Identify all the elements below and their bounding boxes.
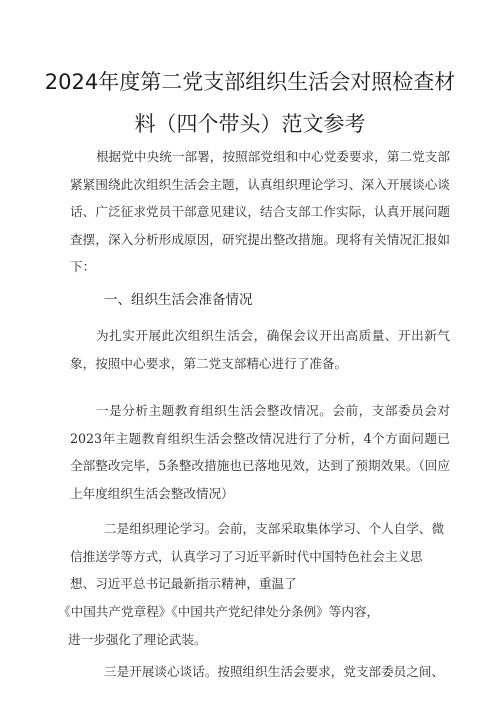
paragraph-study-line: 信推送学等方式，认真学习了习近平新时代中国特色社会主义思 (70, 549, 423, 564)
paragraph-study-line: 进一步强化了理论武装。 (68, 632, 207, 647)
document-title-line-2: 料（四个带头）范文参考 (134, 112, 366, 136)
paragraph-preparation: 为扎实开展此次组织生活会，确保会议开出高质量、开出新气象，按照中心要求，第二党支部精心进行了准备。 (70, 328, 450, 371)
paragraph-study-line: 想、习近平总书记最新指示精神，重温了 (70, 576, 297, 591)
paragraph-study-line: 《中国共产党章程》《中国共产党纪律处分条例》等内容， (58, 604, 380, 619)
paragraph-study-line: 二是组织理论学习。会前，支部采取集体学习、个人自学、微 (104, 521, 445, 536)
document-title-line-1: 2024年度第二党支部组织生活会对照检查材 (44, 70, 456, 94)
intro-paragraph: 根据党中央统一部署，按照部党组和中心党委要求，第二党支部紧紧围绕此次组织生活会主题，认真组织理论学习、深入开展谈心谈话、广泛征求党员干部意见建议，结合支部工作实际，认真开展问题查摆，深入分析形成原因，研究提出整改措施。现将有关情况汇报如下： (70, 149, 450, 274)
paragraph-rectification: 一是分析主题教育组织生活会整改情况。会前，支部委员会对2023年主题教育组织生活会整改情况进行了分析，4个方面问题已全部整改完毕，5条整改措施也已落地见效，达到了预期效果。（回应上年度组织生活会整改情况） (70, 403, 450, 501)
paragraph-talk-line: 三是开展谈心谈话。按照组织生活会要求，党支部委员之间、 (104, 664, 445, 679)
section-heading: 一、组织生活会准备情况 (104, 292, 253, 308)
